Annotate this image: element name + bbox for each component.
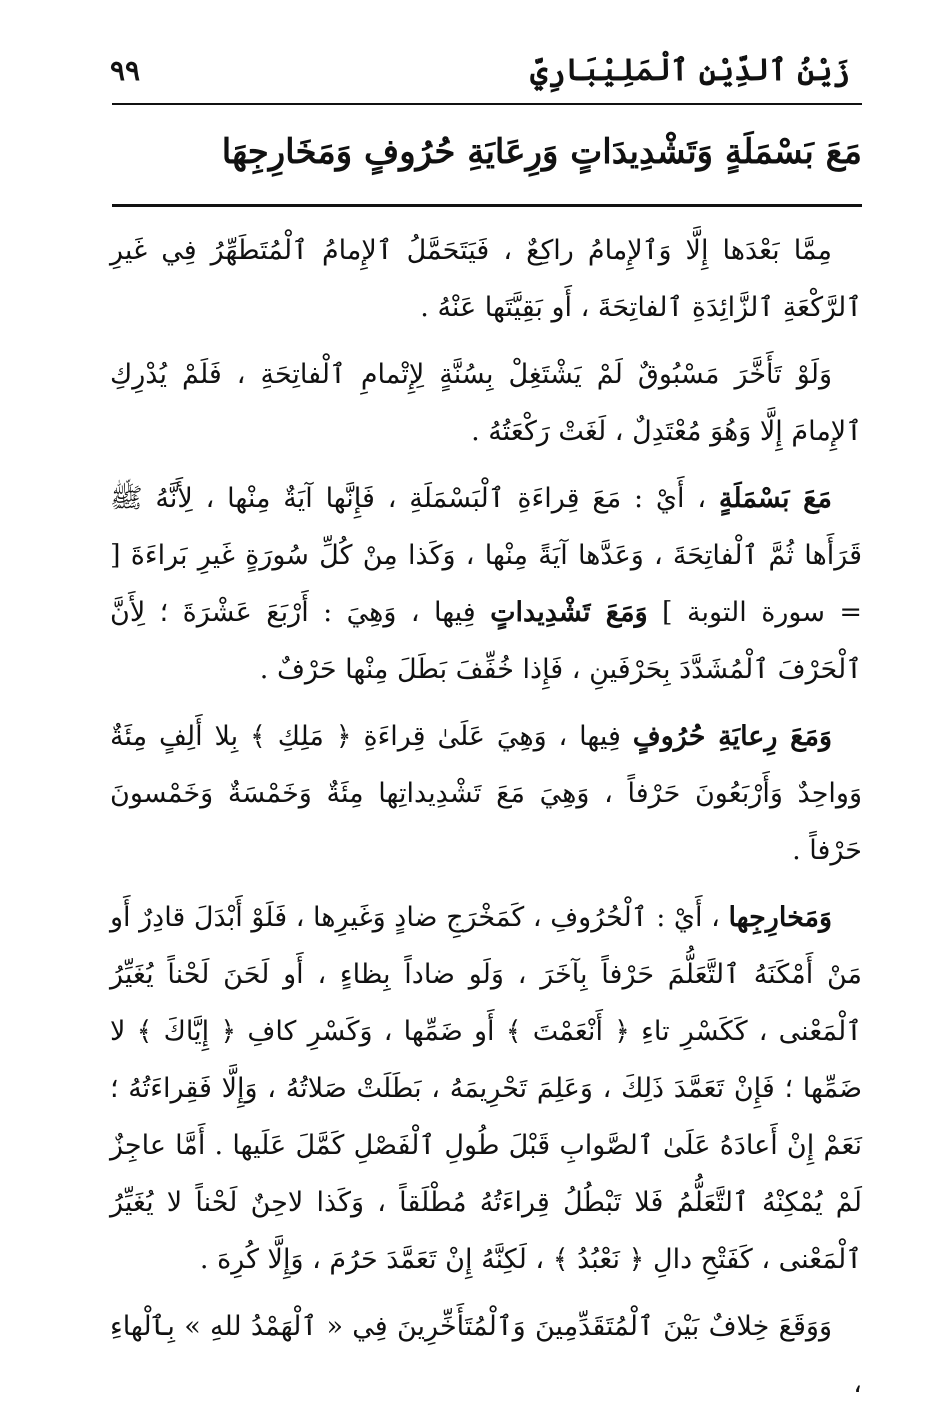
matn-text: مَعَ بَسْمَلَةٍ وَتَشْدِيدَاتٍ وَرِعَايَةِ حُرُوفٍ وَمَخَارِجِهَا — [221, 132, 862, 172]
lemma: مَعَ بَسْمَلَةٍ — [718, 483, 832, 514]
commentary-text: وَلَوْ تَأَخَّرَ مَسْبُوقٌ لَمْ يَشْتَغِلْ بِسُنَّةٍ لِإِتْمامِ ٱلْفاتِحَةِ ، فَلَمْ يُدْرِكِ ٱلإِمامَ إِلَّا وَهُوَ مُعْتَدِلٌ ، لَغَتْ رَكْعَتُهُ . — [110, 359, 862, 447]
running-title: زَيْنُ ٱلدِّيْنِ ٱلْمَلِيْبَارِيّ — [530, 52, 850, 88]
commentary-text: ، أَيْ : ٱلْحُرُوفِ ، كَمَخْرَجِ ضادٍ وَغَيرِها ، فَلَوْ أَبْدَلَ قادِرٌ أَو مَنْ أَمْكَنَهُ ٱلتَّعَلُّمَ حَرْفاً بِآخَرَ ، وَلَو ضاداً بِظاءٍ ، أَو لَحَنَ لَحْناً يُغَيِّرُ ٱلْمَعْنى ، كَكَسْرِ تاءِ ﴿ أَنْعَمْتَ ﴾ أَو ضَمِّها ، وَكَسْرِ كافِ ﴿ إِيَّاكَ ﴾ لا ضَمِّها ؛ فَإِنْ تَعَمَّدَ ذَلِكَ ، وَعَلِمَ تَحْرِيمَهُ ، بَطَلَتْ صَلاتُهُ ، وَإِلَّا فَقِراءَتُهُ ؛ نَعَمْ إِنْ أَعادَهُ عَلَىٰ ٱلصَّوابِ قَبْلَ طُولِ ٱلْفَصْلِ كَمَّلَ عَلَيها . أَمَّا عاجِزٌ لَمْ يُمْكِنْهُ ٱلتَّعَلُّمُ فَلا تَبْطُلُ قِراءَتُهُ مُطْلَقاً ، وَكَذا لاحِنٌ لَحْناً لا يُغَيِّرُ ٱلْمَعْنى ، كَفَتْحِ دالِ ﴿ نَعْبُدُ ﴾ ، لَكِنَّهُ إِنْ تَعَمَّدَ حَرُمَ ، وَإِلَّا كُرِهَ . — [110, 902, 862, 1275]
paragraph — [110, 1298, 862, 1412]
commentary-text: فِيها ، وَهِيَ : أَرْبَعَ عَشْرَةَ ؛ لِأَنَّ ٱلْحَرْفَ ٱلْمُشَدَّدَ بِحَرْفَينِ ، فَإِذا خُفِّفَ بَطَلَ مِنْها حَرْفٌ . — [110, 597, 862, 685]
paragraph — [110, 470, 862, 698]
commentary-text: فِيها ، وَهِيَ عَلَىٰ قِراءَةِ ﴿ مَلِكِ ﴾ بِلا أَلِفٍ مِئَةٌ وَواحِدٌ وَأَرْبَعُونَ حَرْفاً ، وَهِيَ مَعَ تَشْدِيداتِها مِئَةٌ وَخَمْسَةٌ وَخَمْسونَ حَرْفاً . — [110, 721, 862, 866]
commentary-body — [110, 222, 862, 1399]
commentary-text: وَوَقَعَ خِلافٌ بَيْنَ ٱلْمُتَقَدِّمِينَ وَٱلْمُتَأَخِّرِينَ فِي « ٱلْهَمْدُ للهِ » بِٱلْهاءِ ، — [110, 1311, 862, 1399]
commentary-text: ، أَيْ : مَعَ قِراءَةِ ٱلْبَسْمَلَةِ ، فَإِنَّها آيَةٌ مِنْها ، لِأَنَّهُ ﷺ قَرَأَها ثُمَّ ٱلْفاتِحَةَ ، وَعَدَّها آيَةً مِنْها ، وَكَذا مِنْ كُلِّ سُورَةٍ غَيرِ بَراءَةَ [ = سورة التوبة ] — [110, 483, 862, 628]
lemma: وَمَعَ تَشْدِيداتٍ — [490, 597, 648, 628]
paragraph — [110, 889, 862, 1288]
lemma: وَمَخارِجِها — [728, 902, 832, 933]
page-number: ٩٩ — [110, 53, 141, 87]
running-header — [110, 40, 850, 100]
lemma: وَمَعَ رِعايَةِ حُرُوفٍ — [632, 721, 833, 752]
matn-rule — [112, 204, 862, 207]
paragraph — [110, 222, 862, 336]
commentary-text: مِمَّا بَعْدَها إِلَّا وَٱلإِمامُ راكِعٌ ، فَيَتَحَمَّلُ ٱلإِمامُ ٱلْمُتَطَهِّرُ فِي غَيرِ ٱلرَّكْعَةِ ٱلزَّائِدَةِ ٱلفاتِحَةَ ، أَو بَقِيَّتَها عَنْهُ . — [110, 235, 862, 323]
header-rule — [112, 103, 862, 105]
paragraph — [110, 708, 862, 879]
paragraph — [110, 346, 862, 460]
